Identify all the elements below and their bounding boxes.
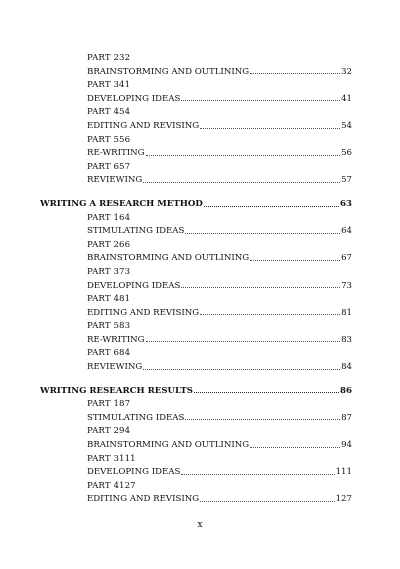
entry-page-number: 94 <box>341 440 352 451</box>
toc-entry[interactable] <box>87 174 352 188</box>
toc-entry[interactable] <box>87 225 352 239</box>
toc-entry[interactable] <box>87 66 352 80</box>
toc-entry[interactable] <box>87 280 352 294</box>
toc-entry[interactable] <box>87 334 352 348</box>
dot-leader <box>143 369 340 370</box>
entry-title: DEVELOPING IDEAS <box>87 93 181 104</box>
dot-leader <box>181 100 340 101</box>
part-label: PART 684 <box>87 348 131 359</box>
section-title: WRITING A RESEARCH METHOD <box>40 198 203 209</box>
dot-leader <box>146 155 341 156</box>
section-spacer <box>40 375 352 385</box>
table-of-contents <box>40 52 352 507</box>
dot-leader <box>200 501 334 502</box>
section-page-number: 63 <box>340 198 352 209</box>
entry-page-number: 87 <box>341 412 352 423</box>
dot-leader <box>250 260 340 261</box>
toc-entry[interactable] <box>87 412 352 426</box>
entry-page-number: 56 <box>341 148 352 159</box>
entry-title: STIMULATING IDEAS <box>87 226 185 237</box>
toc-entry[interactable] <box>87 252 352 266</box>
toc-entry[interactable] <box>87 93 352 107</box>
dot-leader <box>143 182 340 183</box>
dot-leader <box>200 314 340 315</box>
dot-leader <box>181 287 340 288</box>
entry-page-number: 64 <box>341 226 352 237</box>
toc-entry[interactable] <box>87 493 352 507</box>
part-label: PART 266 <box>87 239 131 250</box>
entry-page-number: 32 <box>341 66 352 77</box>
entry-page-number: 83 <box>341 334 352 345</box>
entry-page-number: 41 <box>341 93 352 104</box>
dot-leader <box>200 128 340 129</box>
section-page-number: 86 <box>340 385 352 396</box>
dot-leader <box>185 419 340 420</box>
page-number: x <box>197 520 203 530</box>
toc-section-heading[interactable] <box>40 385 352 399</box>
entry-page-number: 111 <box>335 467 352 478</box>
entry-page-number: 54 <box>341 120 352 131</box>
entry-title: STIMULATING IDEAS <box>87 412 185 423</box>
part-label: PART 454 <box>87 107 131 118</box>
toc-entry[interactable] <box>87 120 352 134</box>
dot-leader <box>194 392 339 393</box>
part-label: PART 373 <box>87 266 131 277</box>
toc-entry[interactable] <box>87 307 352 321</box>
entry-title: RE-WRITING <box>87 148 145 159</box>
entry-page-number: 57 <box>341 175 352 186</box>
entry-title: EDITING AND REVISING <box>87 120 200 131</box>
toc-entry[interactable] <box>87 361 352 375</box>
toc-entry[interactable] <box>87 147 352 161</box>
entry-page-number: 67 <box>341 253 352 264</box>
toc-entry[interactable] <box>87 466 352 480</box>
entry-title: RE-WRITING <box>87 334 145 345</box>
entry-page-number: 81 <box>341 307 352 318</box>
part-label: PART 4127 <box>87 480 136 491</box>
dot-leader <box>185 233 340 234</box>
entry-page-number: 84 <box>341 362 352 373</box>
part-label: PART 294 <box>87 426 131 437</box>
entry-page-number: 127 <box>335 494 352 505</box>
entry-title: BRAINSTORMING AND OUTLINING <box>87 66 250 77</box>
entry-title: EDITING AND REVISING <box>87 494 200 505</box>
entry-title: REVIEWING <box>87 175 143 186</box>
section-spacer <box>40 188 352 198</box>
part-label: PART 556 <box>87 134 131 145</box>
entry-page-number: 73 <box>341 280 352 291</box>
dot-leader <box>146 341 341 342</box>
dot-leader <box>250 447 340 448</box>
entry-title: DEVELOPING IDEAS <box>87 280 181 291</box>
dot-leader <box>204 206 339 207</box>
part-label: PART 657 <box>87 161 131 172</box>
toc-section-heading[interactable] <box>40 198 352 212</box>
part-label: PART 164 <box>87 212 131 223</box>
dot-leader <box>181 474 334 475</box>
dot-leader <box>250 73 340 74</box>
section-title: WRITING RESEARCH RESULTS <box>40 385 193 396</box>
part-label: PART 341 <box>87 80 131 91</box>
toc-entry[interactable] <box>87 439 352 453</box>
entry-title: BRAINSTORMING AND OUTLINING <box>87 440 250 451</box>
entry-title: EDITING AND REVISING <box>87 307 200 318</box>
part-label: PART 187 <box>87 399 131 410</box>
entry-title: REVIEWING <box>87 362 143 373</box>
part-label: PART 583 <box>87 321 131 332</box>
entry-title: BRAINSTORMING AND OUTLINING <box>87 253 250 264</box>
part-label: PART 481 <box>87 294 131 305</box>
entry-title: DEVELOPING IDEAS <box>87 467 181 478</box>
part-label: PART 3111 <box>87 453 136 464</box>
part-label: PART 232 <box>87 53 131 63</box>
